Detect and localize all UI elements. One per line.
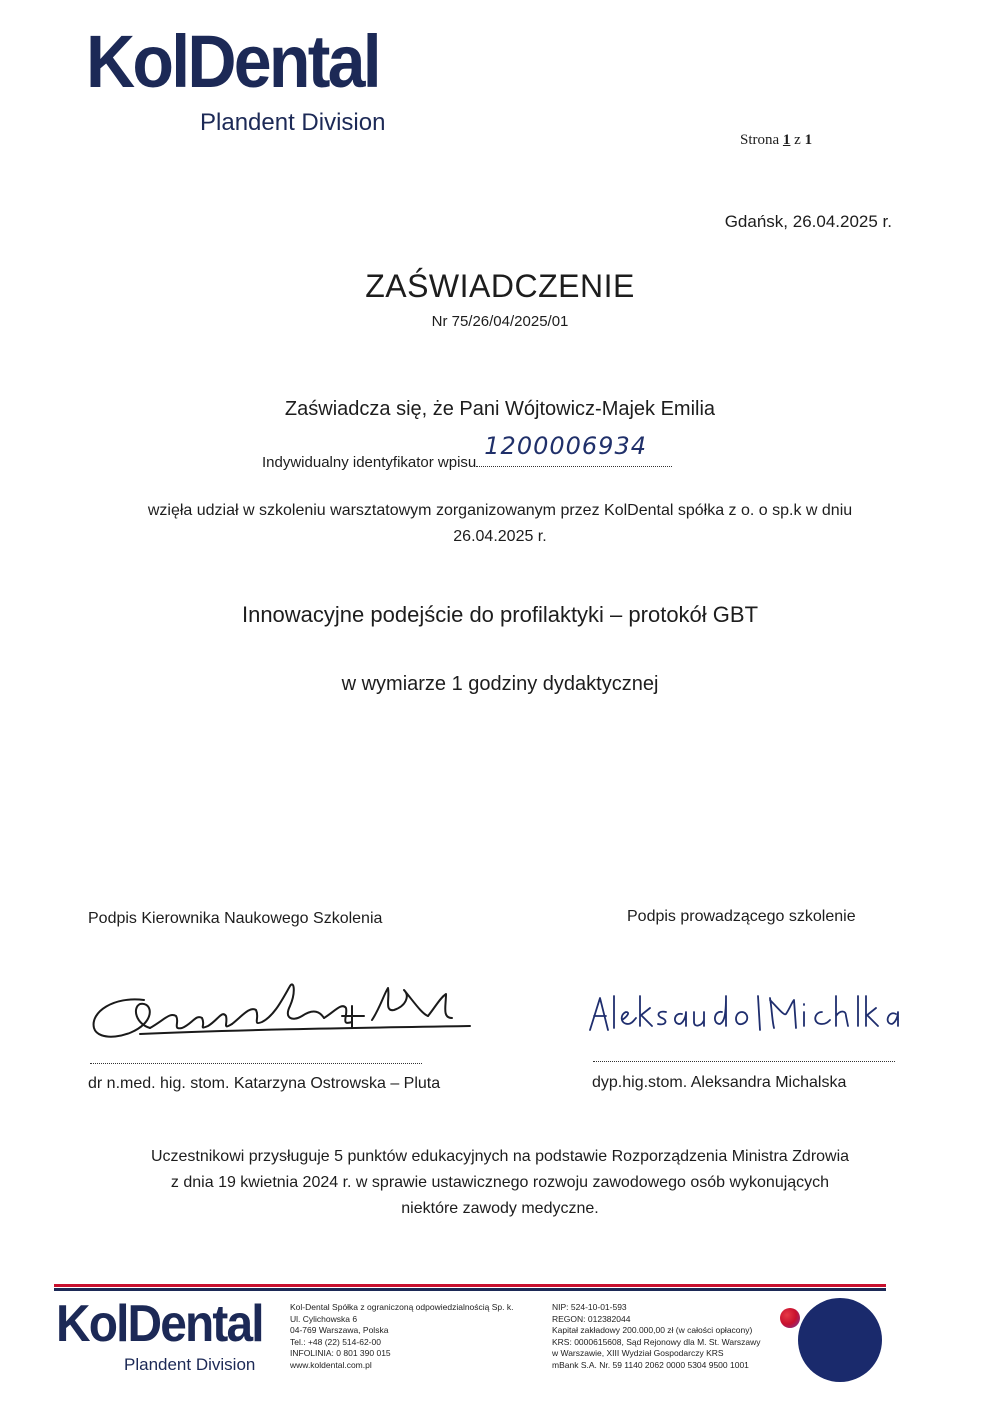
footer-company-info: [290, 1302, 514, 1371]
footer-regon: REGON: 012382044: [552, 1313, 631, 1324]
document-number: Nr 75/26/04/2025/01: [431, 313, 569, 330]
footer-krs: KRS: 0000615608, Sąd Rejonowy dla M. St. Warszawy: [552, 1336, 761, 1347]
footer-divider-red: [54, 1284, 886, 1287]
footer-court: w Warszawie, XIII Wydział Gospodarczy KRS: [552, 1348, 724, 1358]
participation-line-2: 26.04.2025 r.: [453, 528, 547, 545]
right-signatory-name: dyp.hig.stom. Aleksandra Michalska: [592, 1074, 847, 1091]
identifier-label: Indywidualny identyfikator wpisu: [262, 454, 477, 471]
page-label-middle: z: [794, 132, 801, 148]
identifier-handwritten-value: 1200006934: [484, 432, 647, 460]
page-current: 1: [782, 132, 791, 148]
footer-logo-sub: Plandent Division: [124, 1355, 256, 1374]
education-points-text: [80, 1144, 920, 1222]
footer-decor-big-circle-icon: [798, 1298, 882, 1382]
header-logo-sub: Plandent Division: [200, 109, 386, 136]
page-number: [740, 132, 860, 149]
course-hours: w wymiarze 1 godziny dydaktycznej: [341, 673, 659, 695]
points-line-3: niektóre zawody medyczne.: [401, 1200, 599, 1217]
footer-nip: NIP: 524-10-01-593: [552, 1302, 627, 1312]
course-title: Innowacyjne podejście do profilaktyki – protokół GBT: [241, 602, 759, 627]
footer-phone: Tel.: +48 (22) 514-62-00: [290, 1336, 381, 1347]
footer-decor-small-circle-icon: [780, 1308, 800, 1328]
footer-registration-info: [552, 1302, 761, 1371]
footer-city: 04-769 Warszawa, Polska: [290, 1325, 389, 1335]
footer-bank: mBank S.A. Nr. 59 1140 2062 0000 5304 9500 1001: [552, 1359, 749, 1370]
points-line-1: Uczestnikowi przysługuje 5 punktów edukacyjnych na podstawie Rozporządzenia Ministra Zdrowia: [150, 1148, 850, 1165]
left-handwritten-signature: [84, 972, 474, 1052]
place-date: Gdańsk, 26.04.2025 r.: [724, 212, 892, 231]
participation-text: [0, 498, 1000, 550]
footer-website: www.koldental.com.pl: [290, 1359, 372, 1370]
footer-logo-main: KolDental: [56, 1295, 263, 1353]
footer-divider-blue: [54, 1288, 886, 1291]
certify-line: Zaświadcza się, że Pani Wójtowicz-Majek Emilia: [284, 398, 716, 420]
footer-company-name: Kol-Dental Spółka z ograniczoną odpowiedzialnością Sp. k.: [290, 1302, 514, 1312]
page-label-prefix: Strona: [740, 132, 780, 148]
footer-capital: Kapitał zakładowy 200.000,00 zł (w całości opłacony): [552, 1325, 753, 1335]
document-title: ZAŚWIADCZENIE: [365, 268, 635, 304]
header-logo-main: KolDental: [86, 20, 379, 103]
identifier-row: [262, 432, 672, 475]
participation-line-1: wzięła udział w szkoleniu warsztatowym zorganizowanym przez KolDental spółka z o. o sp.k w dniu: [147, 502, 853, 519]
right-signature-label: Podpis prowadzącego szkolenie: [627, 908, 856, 925]
identifier-field: [476, 432, 672, 467]
footer-hotline: INFOLINIA: 0 801 390 015: [290, 1348, 391, 1358]
right-signature-line: [593, 1060, 895, 1062]
footer-street: Ul. Cylichowska 6: [290, 1313, 358, 1324]
page-total: 1: [804, 132, 813, 148]
left-signatory-name: dr n.med. hig. stom. Katarzyna Ostrowska – Pluta: [88, 1075, 441, 1092]
points-line-2: z dnia 19 kwietnia 2024 r. w sprawie ustawicznego rozwoju zawodowego osób wykonujących: [170, 1174, 830, 1191]
right-handwritten-signature: [582, 990, 902, 1040]
left-signature-label: Podpis Kierownika Naukowego Szkolenia: [88, 910, 383, 927]
left-signature-line: [90, 1062, 422, 1064]
